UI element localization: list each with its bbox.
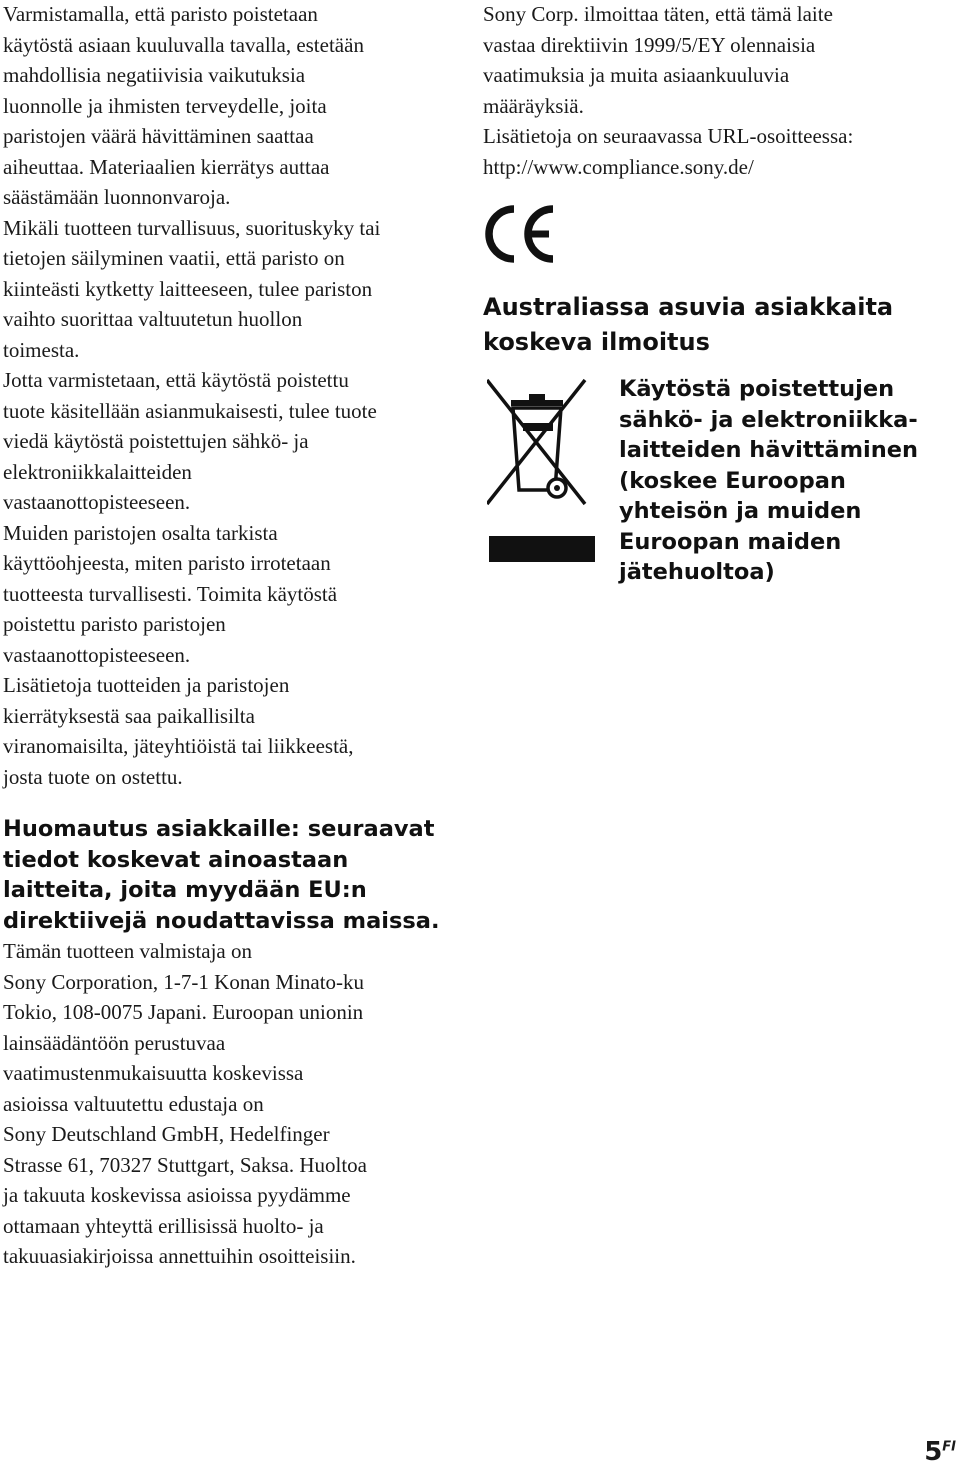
ce-mark [483,204,953,268]
recycling-info-paragraph: Lisätietoja tuotteiden ja paristojen kierrätyksestä saa paikallisilta viranomaisilta, jäteyhtiöistä tai liikkeestä, josta tuote on ostettu. [3,673,354,789]
crossed-out-wheelie-bin-icon [487,378,599,568]
weee-section [483,378,953,598]
product-recycling-paragraph: Jotta varmistetaan, että käytöstä poistettu tuote käsitellään asianmukaisesti, tulee tuote viedä käytöstä poistettujen sähkö- ja elektroniikkalaitteiden vastaanottopisteeseen. [3,368,377,514]
left-column [3,0,443,1272]
other-batteries-paragraph: Muiden paristojen osalta tarkista käyttöohjeesta, miten paristo irrotetaan tuotteesta turvallisesti. Toimita käytöstä poistettu paristo paristojen vastaanottopisteeseen. [3,520,338,667]
weee-heading: Käytöstä poistettujen sähkö- ja elektroniikka- laitteiden hävittäminen (koskee Euroopan yhteisön ja muiden Euroopan maiden jätehuoltoa) [619,376,919,585]
page-language-code: FI [942,1439,956,1455]
sony-declaration-paragraph: Sony Corp. ilmoittaa täten, että tämä laite vastaa direktiivin 1999/5/EY olennaisia vaatimuksia ja muita asiaankuuluvia määräyksiä. [483,2,833,118]
battery-replacement-paragraph: Mikäli tuotteen turvallisuus, suorituskyky tai tietojen säilyminen vaatii, että paristo on kiinteästi kytketty laitteeseen, tulee pariston vaihto suorittaa valtuutetun huollon toimesta. [3,215,381,362]
right-column [483,0,953,598]
compliance-url-paragraph: Lisätietoja on seuraavassa URL-osoitteessa: http://www.compliance.sony.de/ [483,124,854,179]
page-number-value: 5 [924,1437,943,1467]
eu-customers-heading: Huomautus asiakkaille: seuraavat tiedot koskevat ainoastaan laitteita, joita myydään EU:n direktiivejä noudattavissa maissa. [3,816,440,934]
australia-heading: Australiassa asuvia asiakkaita koskeva ilmoitus [483,293,894,356]
manufacturer-paragraph: Tämän tuotteen valmistaja on Sony Corporation, 1-7-1 Konan Minato-ku Tokio, 108-0075 Japani. Euroopan unionin lainsäädäntöön perustuvaa vaatimustenmukaisuutta koskevissa asioissa valtuutettu edustaja on Sony Deutschland GmbH, Hedelfinger Strasse 61, 70327 Stuttgart, Saksa. Huoltoa ja takuuta koskevissa asioissa pyydämme ottamaan yhteyttä erillisissä huolto- ja takuuasiakirjoissa annettuihin osoitteisiin. [3,939,367,1268]
ce-mark-icon [483,204,557,264]
page-number [924,1437,956,1467]
battery-disposal-paragraph: Varmistamalla, että paristo poistetaan käytöstä asiaan kuuluvalla tavalla, estetään mahdollisia negatiivisia vaikutuksia luonnolle ja ihmisten terveydelle, joita paristojen väärä hävittäminen saattaa aiheuttaa. Materiaalien kierrätys auttaa säästämään luonnonvaroja. [3,2,364,209]
